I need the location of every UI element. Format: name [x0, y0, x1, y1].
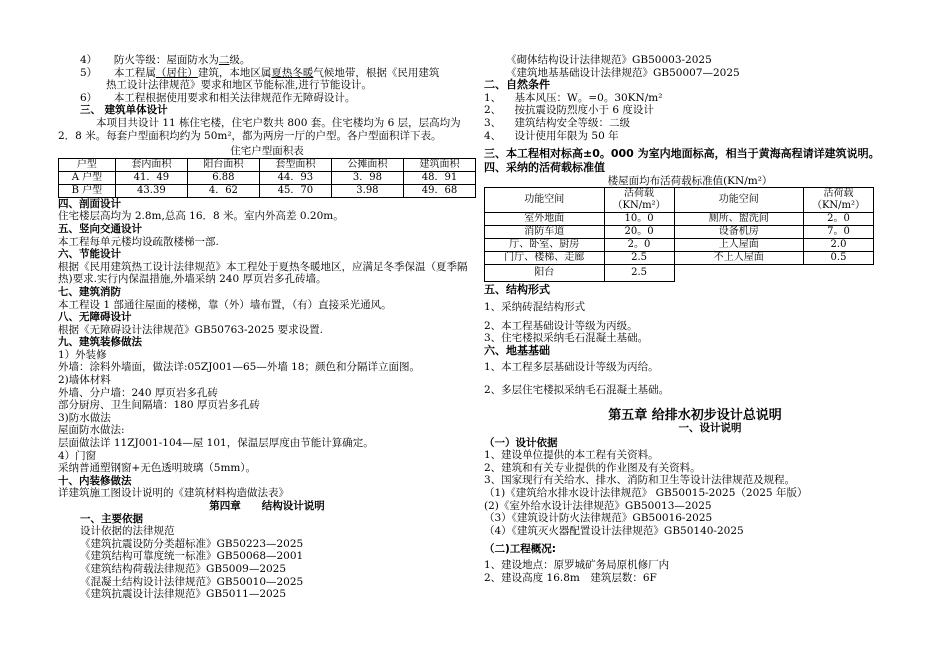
section-6-text: 根据《民用建筑热工设计法律规范》本工程处于夏热冬暖地区，应满足冬季保温（夏季隔热)要求.实行内保温措施,外墙采纳 240 厚页岩多孔砖墙。 — [58, 260, 468, 286]
chapter-4-section-1-title: 一、主要依据 — [80, 512, 143, 525]
table-cell: 6.88 — [187, 171, 259, 184]
section-7-title: 七、建筑消防 — [58, 285, 121, 298]
section-8-title: 八、无障碍设计 — [58, 311, 132, 324]
section-9-line: 4）门窗 — [58, 449, 97, 462]
table-cell: 阳台 — [485, 265, 605, 282]
table-cell: 消防车道 — [485, 226, 605, 239]
structure-form-item: 3、住宅楼拟采纳毛石混凝土基础。 — [484, 332, 649, 345]
table-header: 套内面积 — [115, 158, 187, 171]
section-9-title: 九、建筑装修做法 — [58, 336, 142, 349]
table-cell: 44．93 — [259, 171, 331, 184]
section-7-text: 本工程设 1 部通往屋面的楼梯，靠（外）墙布置，（有）直接采光通风。 — [58, 298, 392, 311]
fire-grade-line: 4） 防火等级：屋面防水为二级。 — [80, 54, 251, 66]
barrier-line: 6） 本工程根据使用要求和相关法律规范作无障碍设计。 — [80, 91, 356, 104]
code-list-item: 《建筑结构可靠度统一标准》GB50068—2001 — [80, 550, 304, 563]
design-basis-item: （3）《建筑设计防火法律规范》GB50016-2025 — [484, 512, 713, 525]
design-basis-item: 2、建筑和有关专业提供的作业图及有关资料。 — [484, 461, 701, 474]
table-row — [485, 213, 874, 226]
table-cell: 2.5 — [604, 265, 674, 282]
table-cell: B 户型 — [59, 184, 116, 197]
table-cell: 45．70 — [259, 184, 331, 197]
section-10-title: 十、内装修做法 — [58, 474, 132, 487]
table-cell: 48．91 — [403, 171, 475, 184]
foundation-item: 1、本工程多层基础设计等级为丙给。 — [484, 361, 659, 374]
table-header: 建筑面积 — [403, 158, 475, 171]
natural-conditions-title: 二、自然条件 — [484, 78, 550, 92]
table-header: 活荷载（KN/m²） — [604, 188, 674, 213]
chapter-5-title: 第五章 给排水初步设计总说明 — [608, 407, 782, 423]
right-column — [484, 54, 896, 584]
code-list-item: 《建筑抗震设防分类超标准》GB50223—2025 — [80, 537, 304, 550]
table-cell: 3．98 — [331, 171, 403, 184]
table-row — [485, 226, 874, 239]
project-overview-title: （二)工程概况: — [484, 543, 556, 556]
code-list-item: 《砌体结构设计法律规范》GB50003-2025 — [506, 54, 712, 66]
section-9-line: 屋面防水做法: — [58, 424, 125, 437]
table-cell: 4．62 — [187, 184, 259, 197]
left-column — [58, 54, 476, 601]
table-row — [485, 239, 874, 252]
table-cell: 49．68 — [403, 184, 475, 197]
structure-form-title: 五、结构形式 — [484, 283, 550, 297]
table-cell: 3.98 — [331, 184, 403, 197]
design-basis-item: 3、国家现行有关给水、排水、消防和卫生等设计法律规范及规程。 — [484, 474, 796, 487]
design-basis-item: (2)《室外给水设计法律规范》GB50013—2025 — [484, 499, 712, 512]
section-9-line: 层面做法详 11ZJ001-104—屋 101，保温层厚度由节能计算确定。 — [58, 437, 374, 450]
table-header-row — [59, 158, 476, 171]
section-9-line: 1）外装修 — [58, 348, 107, 361]
section-9-line: 外墙：涂料外墙面，做法详:05ZJ001—65—外墙 18；颜色和分隔详立面图。 — [58, 361, 421, 374]
table-cell: 7。0 — [804, 226, 874, 239]
climate-line-cont: 热工设计法律规范》要求和地区节能标准,进行节能设计。 — [106, 79, 372, 92]
chapter-5-section-1-title: 一、设计说明 — [678, 422, 742, 435]
project-overview-item: 2、建设高度 16.8m 建筑层数：6F — [484, 571, 657, 584]
table-cell: 上人屋面 — [674, 239, 804, 252]
table-cell: 厕所、盥洗间 — [674, 213, 804, 226]
table-header-row — [485, 188, 874, 213]
section-9-line: 3)防水做法 — [58, 411, 111, 424]
table-header: 功能空间 — [674, 188, 804, 213]
section-4-text: 住宅楼层高均为 2.8m,总高 16．8 米。室内外高差 0.20m。 — [58, 210, 344, 223]
foundation-title: 六、地基基础 — [484, 343, 550, 357]
section-4-title: 四、剖面设计 — [58, 197, 121, 210]
structure-form-item: 2、本工程基础设计等级为丙级。 — [484, 319, 638, 332]
table-header: 阳台面积 — [187, 158, 259, 171]
section-9-line: 外墙、分户墙：240 厚页岩多孔砖 — [58, 386, 218, 399]
table-cell: 室外地面 — [485, 213, 605, 226]
table-row — [59, 171, 476, 184]
section-9-line: 2)墙体材料 — [58, 374, 111, 387]
natural-condition-item: 3、 建筑结构安全等级：二级 — [484, 116, 631, 129]
section-5-text: 本工程每单元楼均设疏散楼梯一部. — [58, 235, 219, 248]
table-cell: 2.0 — [804, 239, 874, 252]
section-9-line: 部分厨房、卫生间隔墙：180 厚页岩多孔砖 — [58, 399, 260, 412]
table-header: 套型面积 — [259, 158, 331, 171]
section-10-text: 详建筑施工图设计说明的《建筑材料构造做法表》 — [58, 487, 289, 500]
section-9-line: 采纳普通塑钢窗+无色透明玻璃（5mm）。 — [58, 462, 257, 475]
climate-line: 5） 本工程属（居住）建筑，本地区属夏热冬暖气候地带，根据《民用建筑 — [80, 66, 440, 79]
table-cell: 43.39 — [115, 184, 187, 197]
natural-condition-item: 4、 设计使用年限为 50 年 — [484, 129, 619, 142]
table-cell: 2。0 — [604, 239, 674, 252]
table-header: 活荷载（KN/m²） — [804, 188, 874, 213]
section-8-text: 根据《无障碍设计法律规范》GB50763-2025 要求设置. — [58, 323, 323, 336]
chapter-4-title: 第四章 结构设计说明 — [209, 500, 325, 512]
code-list-item: 《建筑抗震设计法律规范》GB5011—2025 — [80, 588, 287, 601]
section-3-title: 三、 建筑单体设计 — [80, 104, 168, 117]
table-cell: 厅、卧室、厨房 — [485, 239, 605, 252]
table-cell: 41．49 — [115, 171, 187, 184]
table-header: 公摊面积 — [331, 158, 403, 171]
elevation-title: 三、本工程相对标高±0。000 为室内地面标高，相当于黄海高程请详建筑说明。 — [484, 147, 880, 161]
table-cell — [674, 265, 804, 282]
table-header: 户型 — [59, 158, 116, 171]
design-basis-item: 1、建设单位提供的本工程有关资料。 — [484, 449, 659, 462]
design-basis-title: （一）设计依据 — [484, 436, 558, 449]
table-cell: 门厅、楼梯、走廊 — [485, 252, 605, 265]
area-table-caption: 住宅户型面积表 — [230, 145, 304, 158]
design-basis-item: （4）《建筑灭火器配置设计法律规范》GB50140-2025 — [484, 524, 744, 537]
table-cell: 0.5 — [804, 252, 874, 265]
table-cell: 2.5 — [604, 252, 674, 265]
code-list-item: 《建筑结构荷载法律规范》GB5009—2025 — [80, 562, 287, 575]
table-cell: 20。0 — [604, 226, 674, 239]
live-load-title: 四、采纳的活荷载标准值 — [484, 161, 605, 175]
table-cell: 10。0 — [604, 213, 674, 226]
section-6-title: 六、节能设计 — [58, 248, 121, 261]
section-5-title: 五、竖向交通设计 — [58, 222, 142, 235]
area-table — [58, 158, 476, 198]
table-cell: A 户型 — [59, 171, 116, 184]
table-cell — [804, 265, 874, 282]
table-cell: 设备机房 — [674, 226, 804, 239]
project-overview-item: 1、建设地点：原罗城矿务局原机修厂内 — [484, 559, 670, 572]
natural-condition-item: 1、 基本风压：W。=0。30KN/m² — [484, 91, 663, 104]
table-cell: 不上人屋面 — [674, 252, 804, 265]
code-list-item: 《混凝土结构设计法律规范》GB50010—2025 — [80, 575, 304, 588]
table-cell: 2。0 — [804, 213, 874, 226]
code-list-item: 设计依据的法律规范 — [80, 525, 175, 538]
section-3-text: 本项目共设计 11 栋住宅楼，住宅户数共 800 套。住宅楼均为 6 层，层高均为 2．8 米。每套户型面积均约为 50m²，都为两房一厅的户型。各户型面积详下表。 — [58, 116, 461, 142]
natural-condition-item: 2、 按抗震设防烈度小于 6 度设计 — [484, 104, 654, 117]
table-row — [485, 265, 874, 282]
structure-form-item: 1、采纳砖混结构形式 — [484, 300, 586, 313]
table-row — [59, 184, 476, 197]
table-header: 功能空间 — [485, 188, 605, 213]
code-list-item: 《建筑地基基础设计法律规范》GB50007—2025 — [506, 66, 740, 79]
load-table-caption: 楼屋面均布活荷载标准值(KN/m²） — [607, 174, 773, 187]
design-basis-item: （1)《建筑给水排水设计法律规范》 GB50015-2025（2025 年版） — [484, 487, 808, 500]
table-row — [485, 252, 874, 265]
load-table — [484, 187, 874, 282]
foundation-item: 2、多层住宅楼拟采纳毛石混凝土基础。 — [484, 383, 670, 396]
